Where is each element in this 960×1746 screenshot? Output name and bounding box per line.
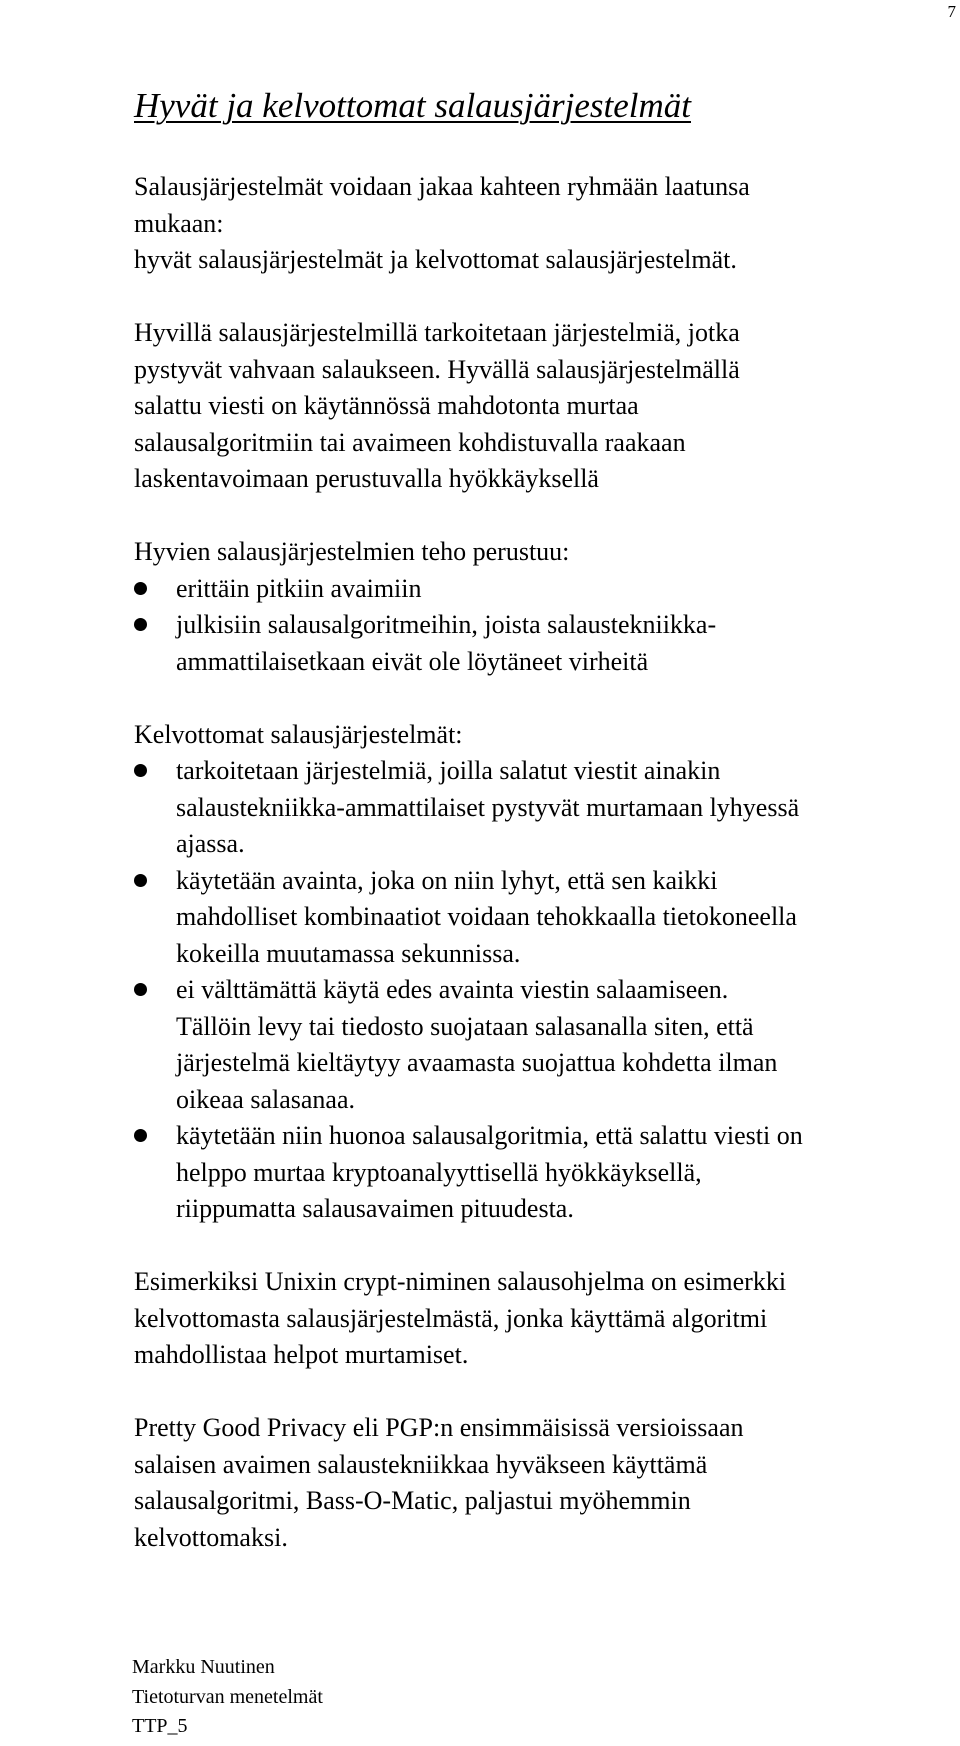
text-line: käytetään niin huonoa salausalgoritmia, että salattu viesti on (176, 1121, 803, 1150)
bullet-icon (134, 874, 147, 887)
unix-example-paragraph (134, 1264, 950, 1374)
footer-author: Markku Nuutinen (132, 1656, 275, 1678)
text-line: oikeaa salasanaa. (176, 1084, 356, 1114)
text-line: kelvottomasta salausjärjestelmästä, jonka käyttämä algoritmi (134, 1303, 768, 1333)
text-line: kokeilla muutamassa sekunnissa. (176, 938, 521, 968)
document-body (134, 169, 950, 1556)
bullet-icon (134, 618, 147, 631)
text-line: julkisiin salausalgoritmeihin, joista salaustekniikka- (176, 610, 717, 639)
text-line: pystyvät vahvaan salaukseen. Hyvällä salausjärjestelmällä (134, 354, 740, 384)
text-line: tarkoitetaan järjestelmiä, joilla salatut viestit ainakin (176, 756, 721, 785)
text-line: mahdolliset kombinaatiot voidaan tehokkaalla tietokoneella (176, 902, 797, 931)
good-systems-paragraph (134, 315, 950, 498)
list-item (134, 607, 950, 680)
bullet-icon (134, 582, 147, 595)
intro-paragraph (134, 169, 950, 279)
text-line: ajassa. (176, 829, 245, 858)
pgp-example-paragraph (134, 1410, 950, 1556)
bullet-list (134, 753, 950, 1228)
text-line: Hyvillä salausjärjestelmillä tarkoitetaan järjestelmiä, jotka (134, 318, 740, 347)
footer-course: Tietoturvan menetelmät (132, 1685, 323, 1708)
section-heading: Kelvottomat salausjärjestelmät: (134, 719, 463, 749)
bullet-icon (134, 764, 147, 777)
page-title: Hyvät ja kelvottomat salausjärjestelmät (134, 86, 691, 125)
text-line: ei välttämättä käytä edes avainta viestin salaamiseen. (176, 975, 729, 1004)
list-item (134, 571, 950, 608)
text-line: laskentavoimaan perustuvalla hyökkäyksellä (134, 464, 599, 493)
text-line: mahdollistaa helpot murtamiset. (134, 1340, 469, 1369)
text-line: erittäin pitkiin avaimiin (176, 573, 422, 603)
text-line: kelvottomaksi. (134, 1522, 288, 1552)
text-line: salaustekniikka-ammattilaiset pystyvät murtamaan lyhyessä (176, 792, 800, 822)
text-line: salausalgoritmiin tai avaimeen kohdistuvalla raakaan (134, 427, 686, 457)
bullet-icon (134, 1129, 147, 1142)
text-line: helppo murtaa kryptoanalyyttisellä hyökkäyksellä, (176, 1157, 702, 1187)
text-line: salaisen avaimen salaustekniikkaa hyväkseen käyttämä (134, 1449, 708, 1479)
text-line: salattu viesti on käytännössä mahdotonta murtaa (134, 391, 639, 420)
text-line: järjestelmä kieltäytyy avaamasta suojattua kohdetta ilman (176, 1048, 778, 1077)
good-basis-section (134, 534, 950, 680)
text-line: salausalgoritmi, Bass-O-Matic, paljastui myöhemmin (134, 1486, 691, 1515)
section-heading: Hyvien salausjärjestelmien teho perustuu: (134, 537, 570, 566)
text-line: mukaan: (134, 208, 224, 238)
list-item (134, 1118, 950, 1228)
list-item (134, 863, 950, 973)
text-line: Esimerkiksi Unixin crypt-niminen salausohjelma on esimerkki (134, 1267, 787, 1296)
text-line: Pretty Good Privacy eli PGP:n ensimmäisissä versioissaan (134, 1413, 744, 1442)
text-line: hyvät salausjärjestelmät ja kelvottomat salausjärjestelmät. (134, 245, 737, 274)
list-item (134, 972, 950, 1118)
bullet-list (134, 571, 950, 681)
footer-code: TTP_5 (132, 1715, 188, 1737)
text-line: käytetään avainta, joka on niin lyhyt, että sen kaikki (176, 865, 718, 895)
text-line: riippumatta salausavaimen pituudesta. (176, 1194, 574, 1223)
bullet-icon (134, 983, 147, 996)
page-footer (132, 1653, 323, 1742)
text-line: Salausjärjestelmät voidaan jakaa kahteen ryhmään laatunsa (134, 172, 750, 201)
text-line: ammattilaisetkaan eivät ole löytäneet virheitä (176, 646, 649, 676)
text-line: Tällöin levy tai tiedosto suojataan salasanalla siten, että (176, 1011, 754, 1041)
list-item (134, 753, 950, 863)
page-number: 7 (947, 2, 956, 21)
bad-systems-section (134, 717, 950, 1228)
